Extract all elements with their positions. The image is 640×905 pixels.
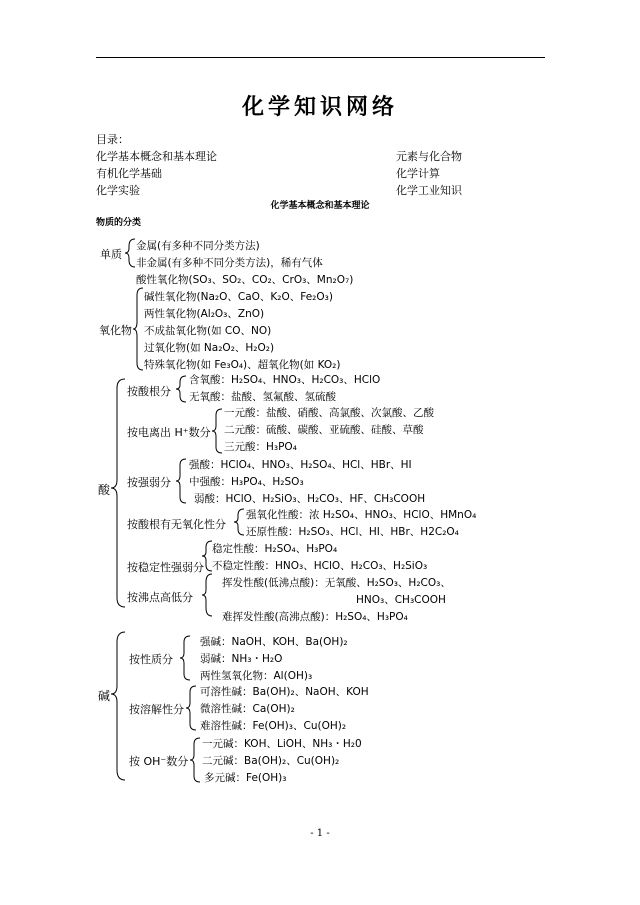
acid-group-by-h-count: 按电离出 H⁺数分 <box>127 426 211 439</box>
subsection-title: 物质的分类 <box>96 218 142 228</box>
acid-reducing: 还原性酸：H₂SO₃、HCl、HI、HBr、H2C₂O₄ <box>246 526 459 538</box>
acid-strong: 强酸：HClO₄、HNO₃、H₂SO₄、HCl、HBr、HI <box>189 459 412 471</box>
acid-group-by-stability: 按稳定性强弱分 <box>127 561 204 574</box>
oxide-special: 特殊氧化物(如 Fe₃O₄)、超氧化物(如 KO₂) <box>144 359 341 371</box>
base-slightly-soluble: 微溶性碱：Ca(OH)₂ <box>200 703 295 715</box>
base-insoluble: 难溶性碱：Fe(OH)₃、Cu(OH)₂ <box>200 720 347 732</box>
oxide-amphoteric: 两性氧化物(Al₂O₃、ZnO) <box>144 308 265 320</box>
acid-weak: 弱酸：HClO、H₂SiO₃、H₂CO₃、HF、CH₃COOH <box>194 493 426 505</box>
acid-dibasic: 二元酸：硫酸、碳酸、亚硫酸、硅酸、草酸 <box>224 424 424 436</box>
toc-heading: 目录： <box>96 133 129 146</box>
simple-nonmetal: 非金属(有多种不同分类方法)，稀有气体 <box>136 257 323 269</box>
base-group-by-property: 按性质分 <box>129 653 173 666</box>
oxide-label: 氧化物 <box>99 324 132 337</box>
page-title: 化学知识网络 <box>241 94 398 120</box>
acid-oxyacid: 含氧酸：H₂SO₄、HNO₃、H₂CO₃、HClO <box>189 374 381 386</box>
acid-medium-strong: 中强酸：H₃PO₄、H₂SO₃ <box>189 476 304 488</box>
base-soluble: 可溶性碱：Ba(OH)₂、NaOH、KOH <box>200 686 369 698</box>
simple-substance-label: 单质 <box>100 248 122 261</box>
oxide-basic: 碱性氧化物(Na₂O、CaO、K₂O、Fe₂O₃) <box>144 291 333 303</box>
acid-stable: 稳定性酸：H₂SO₄、H₃PO₄ <box>212 543 338 555</box>
section-title: 化学基本概念和基本理论 <box>270 201 370 211</box>
base-monoacidic: 一元碱：KOH、LiOH、NH₃・H₂0 <box>202 738 362 750</box>
acid-volatile-cont: HNO₃、CH₃COOH <box>356 594 446 606</box>
base-weak: 弱碱：NH₃・H₂O <box>200 653 283 665</box>
base-amphoteric: 两性氢氧化物：Al(OH)₃ <box>200 670 313 682</box>
base-group-by-solubility: 按溶解性分 <box>129 703 184 716</box>
oxide-non-salt-forming: 不成盐氧化物(如 CO、NO) <box>144 325 272 337</box>
acid-unstable: 不稳定性酸：HNO₃、HClO、H₂CO₃、H₂SiO₃ <box>212 560 428 572</box>
toc-link-elements[interactable]: 元素与化合物 <box>396 150 462 163</box>
base-polyacidic: 多元碱：Fe(OH)₃ <box>204 772 287 784</box>
acid-group-by-oxidizing: 按酸根有无氧化性分 <box>127 518 226 531</box>
toc-link-experiment[interactable]: 化学实验 <box>96 184 140 197</box>
page-number: - 1 - <box>310 828 330 839</box>
toc-link-organic[interactable]: 有机化学基础 <box>96 167 162 180</box>
simple-metal: 金属(有多种不同分类方法) <box>136 240 260 252</box>
acid-hydracid: 无氧酸：盐酸、氢氟酸、氢硫酸 <box>189 391 336 403</box>
toc-link-industry[interactable]: 化学工业知识 <box>396 184 462 197</box>
acid-label: 酸 <box>98 483 111 497</box>
acid-volatile: 挥发性酸(低沸点酸)：无氧酸、H₂SO₃、H₂CO₃、 <box>222 577 451 589</box>
acid-group-by-strength: 按强弱分 <box>127 476 171 489</box>
oxide-acidic: 酸性氧化物(SO₃、SO₂、CO₂、CrO₃、Mn₂O₇) <box>136 274 354 286</box>
base-group-by-oh-count: 按 OH⁻数分 <box>129 755 189 768</box>
acid-nonvolatile: 难挥发性酸(高沸点酸)：H₂SO₄、H₃PO₄ <box>222 611 408 623</box>
acid-group-by-boiling-point: 按沸点高低分 <box>127 591 193 604</box>
acid-tribasic: 三元酸：H₃PO₄ <box>224 441 297 453</box>
base-label: 碱 <box>98 689 111 703</box>
toc-link-basic-concepts[interactable]: 化学基本概念和基本理论 <box>96 150 217 163</box>
base-diacidic: 二元碱：Ba(OH)₂、Cu(OH)₂ <box>202 755 340 767</box>
acid-monobasic: 一元酸：盐酸、硝酸、高氯酸、次氯酸、乙酸 <box>224 407 434 419</box>
oxide-peroxide: 过氧化物(如 Na₂O₂、H₂O₂) <box>144 342 275 354</box>
toc-link-calculation[interactable]: 化学计算 <box>396 167 440 180</box>
base-strong: 强碱：NaOH、KOH、Ba(OH)₂ <box>200 636 348 648</box>
acid-strong-oxidizing: 强氧化性酸：浓 H₂SO₄、HNO₃、HClO、HMnO₄ <box>246 509 477 521</box>
acid-group-by-radical: 按酸根分 <box>127 385 171 398</box>
